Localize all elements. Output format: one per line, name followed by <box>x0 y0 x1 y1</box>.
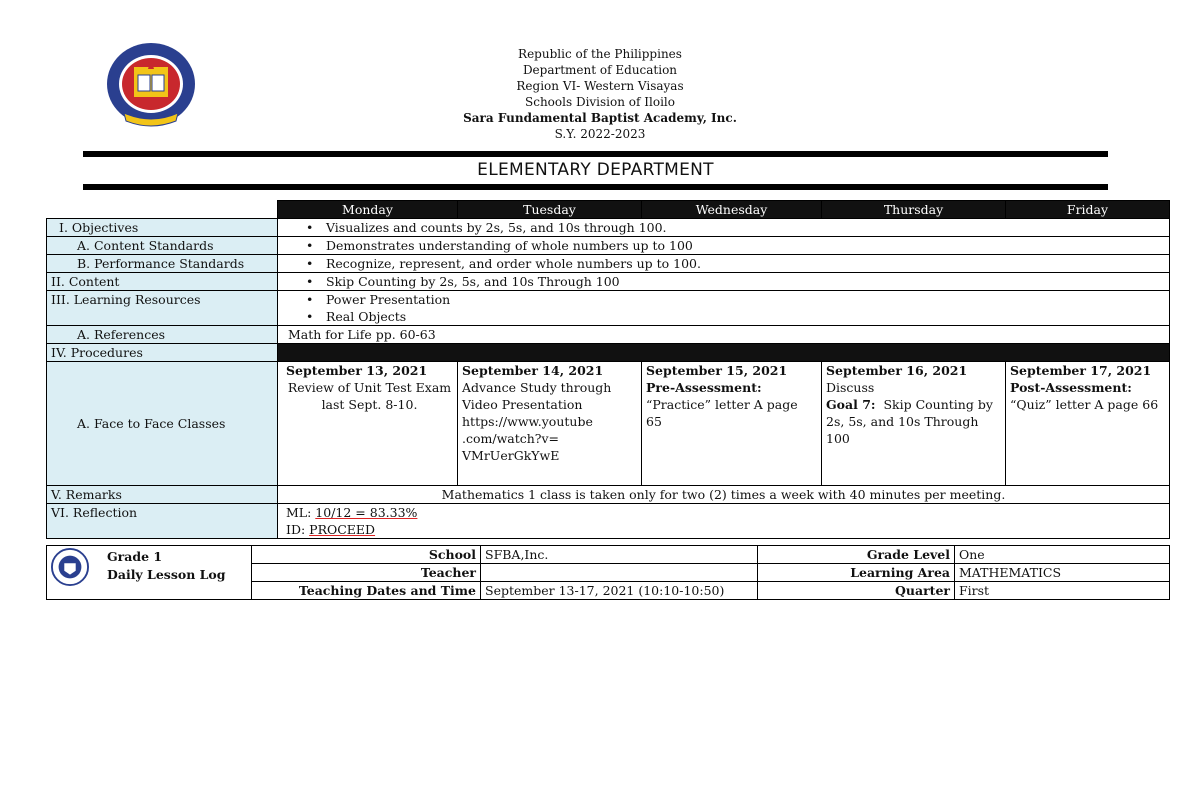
bottom-divider <box>83 184 1108 190</box>
deped-seal-icon <box>51 548 89 586</box>
header-republic: Republic of the Philippines <box>518 47 682 61</box>
day-tuesday: Tuesday <box>458 201 642 219</box>
thursday-goal: Goal 7: <box>826 397 876 412</box>
monday-text: Review of Unit Test Exam last Sept. 8-10. <box>287 380 452 412</box>
content-standards-row <box>47 237 1170 255</box>
objectives-row <box>47 219 1170 237</box>
day-monday: Monday <box>278 201 458 219</box>
header-school-name: Sara Fundamental Baptist Academy, Inc. <box>463 111 737 125</box>
quarter-label: Quarter <box>758 582 955 600</box>
learning-resource-item: • Power Presentation <box>326 291 1165 308</box>
references-label: A. References <box>47 326 278 344</box>
reflection-label: VI. Reflection <box>47 504 278 539</box>
performance-standards-value: • Recognize, represent, and order whole numbers up to 100. <box>326 255 1165 272</box>
learning-area-value: MATHEMATICS <box>955 564 1170 582</box>
wednesday-date: September 15, 2021 <box>646 363 788 378</box>
procedures-label: IV. Procedures <box>47 344 278 362</box>
content-row <box>47 273 1170 291</box>
friday-heading: Post-Assessment: <box>1010 380 1132 395</box>
performance-standards-label: B. Performance Standards <box>47 255 278 273</box>
school-seal-logo <box>106 41 196 127</box>
face-to-face-label: A. Face to Face Classes <box>47 362 278 486</box>
reflection-id-prefix: ID: <box>286 522 310 537</box>
school-value: SFBA,Inc. <box>481 546 758 564</box>
content-standards-value: • Demonstrates understanding of whole numbers up to 100 <box>326 237 1165 254</box>
footer-grade: Grade 1 <box>107 549 163 564</box>
day-friday: Friday <box>1006 201 1170 219</box>
tuesday-link-line: .com/watch?v= <box>462 431 560 446</box>
thursday-line1: Discuss <box>826 380 875 395</box>
content-value: • Skip Counting by 2s, 5s, and 10s Through 100 <box>326 273 1165 290</box>
reflection-row <box>47 504 1170 539</box>
teacher-value <box>481 564 758 582</box>
department-title: ELEMENTARY DEPARTMENT <box>477 160 714 180</box>
friday-date: September 17, 2021 <box>1010 363 1152 378</box>
reflection-id: PROCEED <box>309 522 376 537</box>
monday-cell <box>278 362 458 486</box>
tuesday-date: September 14, 2021 <box>462 363 604 378</box>
wednesday-heading: Pre-Assessment: <box>646 380 762 395</box>
tuesday-text-line: Advance Study through <box>462 380 612 395</box>
wednesday-cell <box>642 362 822 486</box>
grade-level-value: One <box>955 546 1170 564</box>
footer-log-title: Daily Lesson Log <box>107 567 226 582</box>
tuesday-link-line: https://www.youtube <box>462 414 593 429</box>
reflection-ml: 10/12 = 83.33% <box>315 505 418 520</box>
thursday-text: Skip Counting by 2s, 5s, and 10s Through 100 <box>826 397 997 446</box>
thursday-cell <box>822 362 1006 486</box>
content-label: II. Content <box>47 273 278 291</box>
thursday-goal-text <box>826 396 1001 447</box>
remarks-value: Mathematics 1 class is taken only for two (2) times a week with 40 minutes per meeting. <box>278 486 1170 504</box>
objectives-value: • Visualizes and counts by 2s, 5s, and 10s through 100. <box>326 219 1165 236</box>
tuesday-link-line: VMrUerGkYwE <box>462 448 560 463</box>
monday-date: September 13, 2021 <box>286 363 428 378</box>
teaching-dates-value: September 13-17, 2021 (10:10-10:50) <box>481 582 758 600</box>
header-division: Schools Division of Iloilo <box>525 95 675 109</box>
remarks-label: V. Remarks <box>47 486 278 504</box>
friday-text: “Quiz” letter A page 66 <box>1010 397 1159 412</box>
school-label: School <box>252 546 481 564</box>
references-row <box>47 326 1170 344</box>
day-thursday: Thursday <box>822 201 1006 219</box>
header-deped: Department of Education <box>522 63 678 77</box>
lesson-plan-table <box>46 200 1170 539</box>
top-divider <box>83 151 1108 157</box>
objectives-label: I. Objectives <box>47 219 278 237</box>
quarter-value: First <box>955 582 1170 600</box>
references-value: Math for Life pp. 60-63 <box>278 326 1170 344</box>
learning-area-label: Learning Area <box>758 564 955 582</box>
header-school-year: S.Y. 2022-2023 <box>554 127 646 141</box>
header-region: Region VI- Western Visayas <box>516 79 684 93</box>
face-to-face-row <box>47 362 1170 486</box>
friday-cell <box>1006 362 1170 486</box>
tuesday-text-line: Video Presentation <box>462 397 583 412</box>
days-header-row <box>47 201 1170 219</box>
remarks-row <box>47 486 1170 504</box>
reflection-ml-prefix: ML: <box>286 505 316 520</box>
document-header <box>400 46 800 142</box>
grade-level-label: Grade Level <box>758 546 955 564</box>
teaching-dates-label: Teaching Dates and Time <box>252 582 481 600</box>
content-standards-label: A. Content Standards <box>47 237 278 255</box>
procedures-row <box>47 344 1170 362</box>
lesson-log-footer <box>46 545 1170 600</box>
performance-standards-row <box>47 255 1170 273</box>
learning-resources-label: III. Learning Resources <box>47 291 278 326</box>
tuesday-cell <box>458 362 642 486</box>
day-wednesday: Wednesday <box>642 201 822 219</box>
thursday-date: September 16, 2021 <box>826 363 968 378</box>
teacher-label: Teacher <box>252 564 481 582</box>
learning-resource-item: • Real Objects <box>326 308 1165 325</box>
wednesday-text: “Practice” letter A page 65 <box>646 397 798 429</box>
learning-resources-row <box>47 291 1170 326</box>
